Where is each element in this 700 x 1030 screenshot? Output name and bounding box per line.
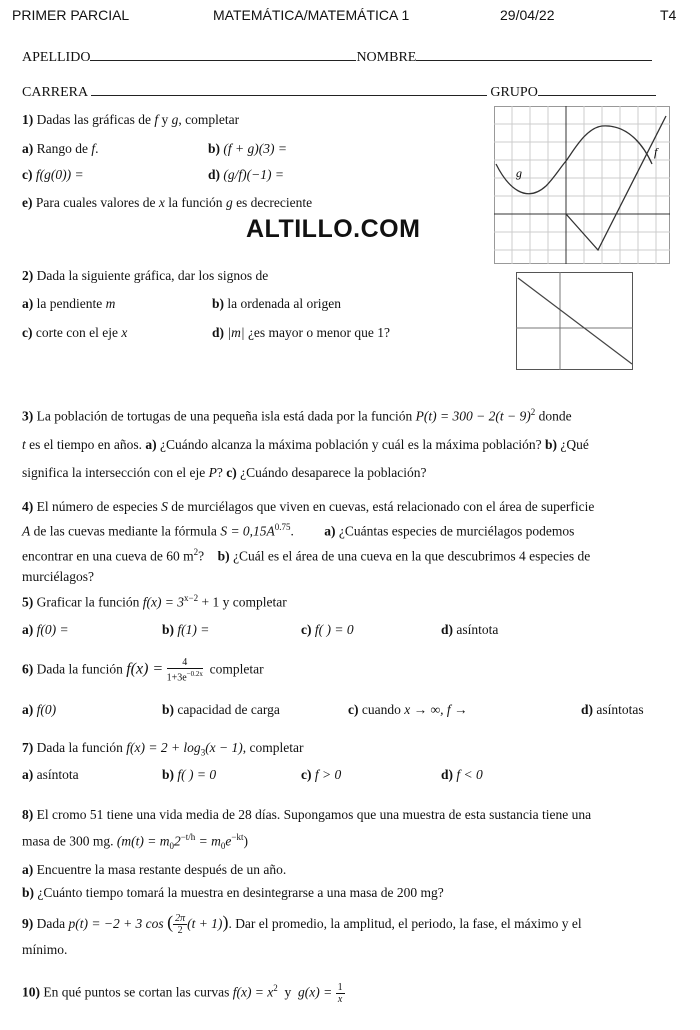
carrera-field[interactable] bbox=[91, 81, 487, 96]
apellido-row bbox=[22, 46, 652, 66]
apellido-field[interactable] bbox=[90, 46, 356, 61]
grupo-label: GRUPO bbox=[490, 85, 538, 100]
q5-c: c) f( ) = 0 bbox=[301, 622, 354, 637]
q3: 3) La población de tortugas de una pequeña isla está dada por la función $P(t) = 300 - 2(t - 9)^2$ donde t es el tiempo en años. a) ¿Cuándo alcanza la máxima población y cuál es la máxima población? b) ¿Qué significa la intersección con el eje P? c) ¿Cuándo desaparece la población? bbox=[22, 407, 589, 480]
q1-graph-frame bbox=[495, 107, 670, 264]
exam-version: T4 bbox=[660, 7, 677, 23]
q1-e: e) Para cuales valores de x la función g es decreciente bbox=[22, 195, 313, 210]
apellido-label: APELLIDO bbox=[22, 50, 91, 65]
q5-d: d) asíntota bbox=[441, 622, 499, 637]
q9: 9) Dada p(t) = −2 + 3 cos ( $\frac{2\pi}{2}$ (t + 1)). Dar el promedio, la amplitud, el periodo, la fase, el máximo y el mínimo. bbox=[22, 912, 582, 958]
q7-d: d) f < 0 bbox=[441, 767, 483, 782]
q7-intro: 7) Dada la función $f(x) = 2 + \log_3(x - 1)$, completar bbox=[22, 740, 304, 758]
watermark: ALTILLO.COM bbox=[246, 215, 421, 243]
q1-intro: 1) Dadas las gráficas de f y g, completar bbox=[22, 112, 240, 127]
grupo-field[interactable] bbox=[538, 81, 656, 96]
q2-a: a) la pendiente m bbox=[22, 296, 116, 311]
q1-b: b) (f + g)(3) = bbox=[208, 141, 287, 156]
q6-fraction: $\frac{4}{1+3e^{-0.2x}}$ bbox=[166, 657, 203, 684]
q2-b: b) la ordenada al origen bbox=[212, 296, 341, 311]
q2-d: d) |m| ¿es mayor o menor que 1? bbox=[212, 325, 391, 340]
q1-graph bbox=[494, 106, 670, 264]
q6-d: d) asíntotas bbox=[581, 702, 644, 717]
q1-graph-g-label: g bbox=[516, 166, 522, 180]
exam-title: PRIMER PARCIAL bbox=[12, 7, 130, 23]
exam-date: 29/04/22 bbox=[500, 7, 555, 23]
q1-a: a) Rango de f. bbox=[22, 141, 99, 156]
q7-c: c) f > 0 bbox=[301, 767, 342, 782]
q7-a: a) asíntota bbox=[22, 767, 79, 782]
q6-intro: 6) Dada la función f(x) = $\frac{4}{1+3e^{-0.2x}}$ completar bbox=[22, 657, 264, 684]
carrera-label: CARRERA bbox=[22, 85, 88, 100]
q7-b: b) f( ) = 0 bbox=[162, 767, 217, 782]
q10: 10) En qué puntos se cortan las curvas $f(x) = x^2$ y g(x) = $\frac{1}{x}$ bbox=[22, 982, 343, 1005]
nombre-label: NOMBRE bbox=[356, 50, 417, 65]
q8: 8) El cromo 51 tiene una vida media de 28 días. Supongamos que una muestra de esta sustancia tiene una masa de 300 mg. $(m(t) = m_02^{-t/h} = m_0e^{-kt})$ a) Encuentre la masa restante después de un año. b) ¿Cuánto tiempo tomará la muestra en desintegrarse a una masa de 200 mg? bbox=[22, 807, 592, 901]
nombre-field[interactable] bbox=[416, 46, 652, 61]
q2-graph bbox=[516, 272, 633, 370]
carrera-row bbox=[22, 81, 656, 101]
q1-d: d) (g/f)(−1) = bbox=[208, 167, 284, 182]
q5-b: b) f(1) = bbox=[162, 622, 210, 637]
q1-c: c) f(g(0)) = bbox=[22, 167, 84, 182]
q4: 4) El número de especies S de murciélagos que viven en cuevas, está relacionado con el área de superficie A de las cuevas mediante la fórmula $S = 0,15A^{0.75}$. a) ¿Cuántas especies de murciélagos podemos encontrar en una cueva de 60 $m^2$? b) ¿Cuál es el área de una cueva en la que descubrimos 4 especies de murciélagos? bbox=[22, 499, 595, 584]
q5-intro: 5) Graficar la función $f(x) = 3^{x-2} + 1$ y completar bbox=[22, 593, 287, 610]
q1-graph-f-label: f bbox=[654, 145, 658, 159]
q2-c: c) corte con el eje x bbox=[22, 325, 128, 340]
q6-c: c) cuando x → ∞, f → bbox=[348, 702, 468, 717]
q2-intro: 2) Dada la siguiente gráfica, dar los signos de bbox=[22, 268, 269, 283]
q5-a: a) f(0) = bbox=[22, 622, 69, 637]
subject-title: MATEMÁTICA/MATEMÁTICA 1 bbox=[213, 7, 410, 23]
q6-a: a) f(0) bbox=[22, 702, 57, 717]
q6-b: b) capacidad de carga bbox=[162, 702, 280, 717]
